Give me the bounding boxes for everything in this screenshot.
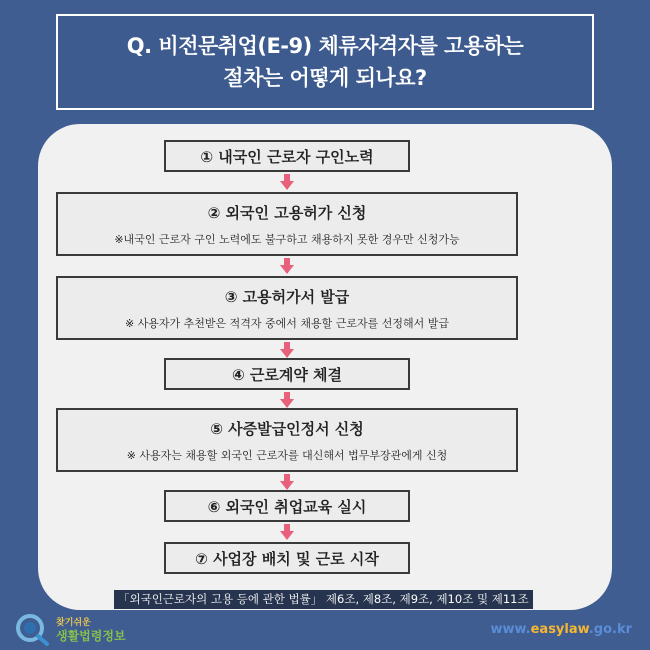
step-1-box <box>164 140 410 172</box>
step-2-note: ※내국인 근로자 구인 노력에도 불구하고 채용하지 못한 경우만 신청가능 <box>114 232 460 246</box>
step-4-box <box>164 358 410 390</box>
arrow-down-icon <box>280 342 294 358</box>
easylaw-logo[interactable] <box>14 612 144 646</box>
step-6-label: ⑥ 외국인 취업교육 실시 <box>207 497 367 516</box>
logo-text-line-1: 찾기쉬운 <box>56 618 91 628</box>
step-1-label: ① 내국인 근로자 구인노력 <box>200 147 374 166</box>
step-4-label: ④ 근로계약 체결 <box>231 365 343 384</box>
logo-text-line-2: 생활법령정보 <box>56 629 126 643</box>
step-5-label: ⑤ 사증발급인정서 신청 <box>210 419 364 438</box>
arrow-down-icon <box>280 258 294 274</box>
site-url-link[interactable] <box>490 622 632 637</box>
arrow-down-icon <box>280 174 294 190</box>
step-2-box <box>56 192 518 256</box>
step-5-note: ※ 사용자는 채용할 외국인 근로자를 대신해서 법무부장관에게 신청 <box>126 448 448 462</box>
step-6-box <box>164 490 410 522</box>
step-3-label: ③ 고용허가서 발급 <box>224 287 350 306</box>
arrow-down-icon <box>280 474 294 490</box>
step-2-label: ② 외국인 고용허가 신청 <box>207 203 367 222</box>
arrow-down-icon <box>280 524 294 540</box>
law-reference: 「외국인근로자의 고용 등에 관한 법률」 제6조, 제8조, 제9조, 제10조 및 제11조 <box>114 590 533 609</box>
arrow-down-icon <box>280 392 294 408</box>
title-line-2: 절차는 어떻게 되나요? <box>223 66 427 90</box>
magnifier-logo-icon <box>14 612 50 646</box>
site-url-suffix: .go.kr <box>588 622 632 637</box>
site-url-name: easylaw <box>530 622 589 637</box>
title-line-1: Q. 비전문취업(E-9) 체류자격자를 고용하는 <box>126 34 524 58</box>
step-5-box <box>56 408 518 472</box>
site-url-prefix: www. <box>490 622 531 637</box>
step-3-box <box>56 276 518 340</box>
step-7-box <box>164 542 410 574</box>
title-box <box>56 14 594 110</box>
step-3-note: ※ 사용자가 추천받은 적격자 중에서 채용할 근로자를 선정해서 발급 <box>124 316 450 330</box>
step-7-label: ⑦ 사업장 배치 및 근로 시작 <box>195 549 379 568</box>
